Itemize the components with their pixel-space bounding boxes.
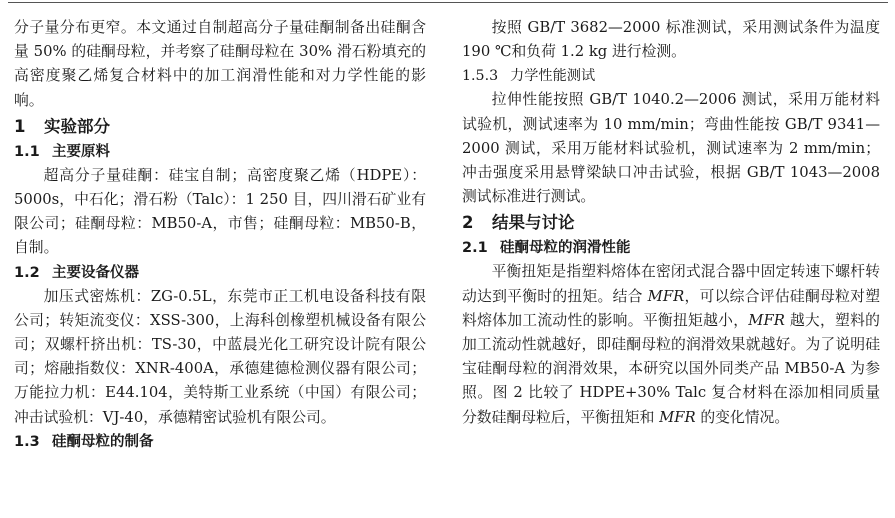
header-rule	[0, 0, 895, 4]
section-number: 1.5.3	[462, 68, 499, 85]
section-1-2-heading	[14, 261, 426, 285]
section-title: 硅酮母粒的制备	[52, 433, 154, 450]
section-title: 主要设备仪器	[52, 264, 139, 281]
section-title: 力学性能测试	[510, 68, 596, 85]
section-number: 2.1	[462, 240, 488, 257]
mfr-test-paragraph: 按照 GB/T 3682—2000 标准测试，采用测试条件为温度 190 ℃和负荷 1.2 kg 进行检测。	[462, 19, 880, 61]
results-text-segment: ，可以综合评估硅酮母粒对塑料熔体加工流动性的影响。平衡扭矩越小，	[462, 287, 880, 329]
section-1-heading	[14, 114, 426, 139]
section-number: 1	[14, 116, 26, 136]
mfr-symbol: MFR	[659, 408, 696, 426]
section-2-heading	[462, 210, 880, 235]
section-1-3-heading	[14, 430, 426, 454]
equipment-paragraph: 加压式密炼机：ZG-0.5L，东莞市正工机电设备科技有限公司；转矩流变仪：XSS-300，上海科创橡塑机械设备有限公司；双螺杆挤出机：TS-30，中蓝晨光化工研究设计院有限公司；熔融指数仪：XNR-400A，承德建德检测仪器有限公司；万能拉力机：E44.104，美特斯工业系统（中国）有限公司；冲击试验机：VJ-40，承德精密试验机有限公司。	[14, 287, 426, 426]
section-number: 1.3	[14, 433, 40, 450]
mfr-symbol: MFR	[647, 287, 685, 305]
section-number: 1.2	[14, 264, 40, 281]
left-column	[14, 16, 426, 454]
right-column	[462, 16, 880, 430]
header-line	[8, 2, 888, 3]
section-number: 2	[462, 213, 474, 233]
results-paragraph	[462, 260, 880, 429]
results-text-segment: 越大，塑料的加工流动性就越好，即硅酮母粒的润滑效果就越好。为了说明硅宝硅酮母粒的润滑效果，本研究以国外同类产品 MB50-A 为参照。图 2 比较了 HDPE+30% Talc 复合材料在添加相同质量分数硅酮母粒后，平衡扭矩和	[462, 311, 880, 426]
mechanical-test-paragraph: 拉伸性能按照 GB/T 1040.2—2006 测试，采用万能材料试验机，测试速率为 10 mm/min；弯曲性能按 GB/T 9341—2000 测试，采用万能材料试验机，测试速率为 2 mm/min；冲击强度采用悬臂梁缺口冲击试验，根据 GB/T 1043—2008 测试标准进行测试。	[462, 91, 880, 206]
section-number: 1.1	[14, 143, 40, 160]
results-text-segment: 平衡扭矩是指塑料熔体在密闭式混合器中固定转速下螺杆转动达到平衡时的扭矩。结合	[462, 263, 880, 305]
section-title: 结果与讨论	[492, 213, 575, 233]
section-1-5-3-heading	[462, 64, 880, 88]
section-2-1-heading	[462, 236, 880, 260]
section-1-1-heading	[14, 140, 426, 164]
section-title: 硅酮母粒的润滑性能	[500, 240, 631, 257]
section-title: 主要原料	[52, 143, 110, 160]
intro-paragraph: 分子量分布更窄。本文通过自制超高分子量硅酮制备出硅酮含量 50% 的硅酮母粒，并考察了硅酮母粒在 30% 滑石粉填充的高密度聚乙烯复合材料中的加工润滑性能和对力学性能的影响。	[14, 19, 426, 109]
results-text-segment: 的变化情况。	[695, 408, 790, 426]
mfr-symbol: MFR	[748, 311, 785, 329]
section-title: 实验部分	[44, 116, 110, 136]
materials-paragraph: 超高分子量硅酮：硅宝自制；高密度聚乙烯（HDPE）：5000s，中石化；滑石粉（Talc）：1 250 目，四川滑石矿业有限公司；硅酮母粒：MB50-A，市售；硅酮母粒：MB50-B，自制。	[14, 166, 426, 257]
